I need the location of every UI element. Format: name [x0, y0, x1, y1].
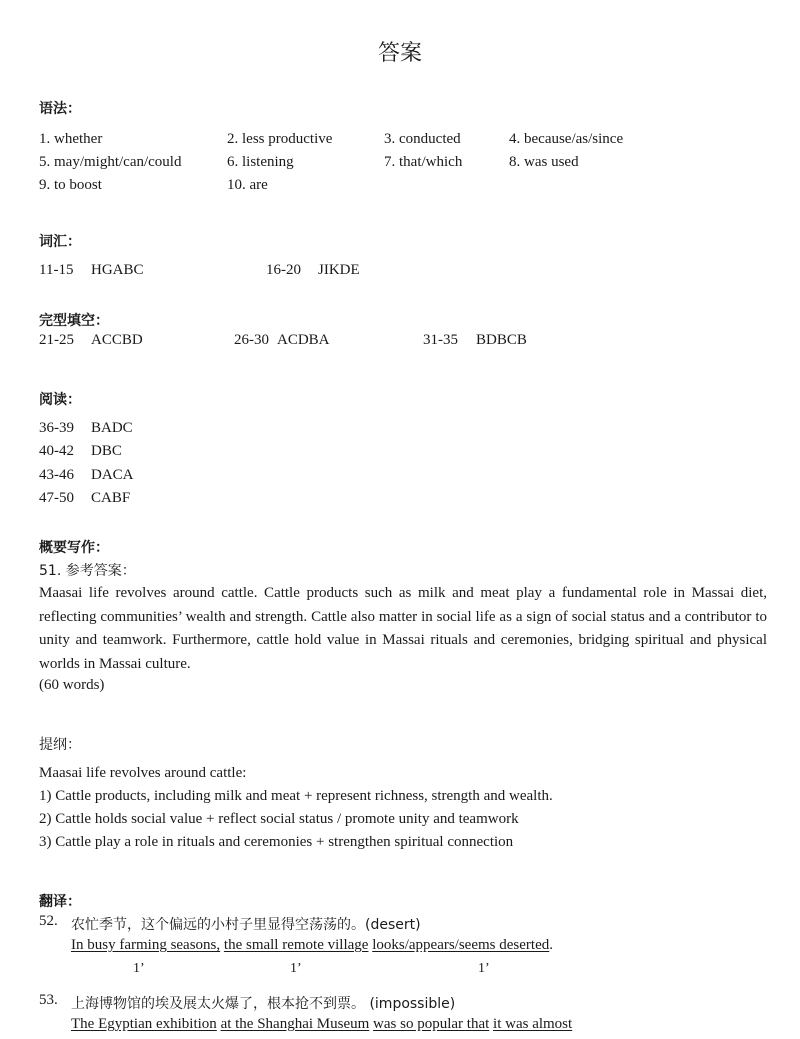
translation-answer — [71, 1016, 572, 1033]
answer-segment: it was almost — [493, 1016, 573, 1032]
answer-range: 16-20 — [266, 262, 301, 278]
answer-letters: BDBCB — [476, 332, 527, 348]
answer-letters: HGABC — [91, 262, 144, 278]
answer-range: 11-15 — [39, 262, 74, 278]
question-prompt: 农忙季节，这个偏远的小村子里显得空荡荡的。(desert) — [71, 917, 421, 933]
answer-letters: ACCBD — [91, 332, 143, 348]
answer-range: 47-50 — [39, 490, 74, 506]
answer-segment: The Egyptian exhibition — [71, 1016, 217, 1032]
translation-heading: 翻译： — [39, 894, 81, 910]
grammar-answer: 2. less productive — [227, 131, 333, 147]
reading-heading: 阅读： — [39, 392, 81, 408]
question-prompt: 上海博物馆的埃及展太火爆了，根本抢不到票。 (impossible) — [71, 996, 456, 1012]
answer-range: 26-30 — [234, 332, 269, 348]
grammar-answer: 4. because/as/since — [509, 131, 624, 147]
answer-letters: JIKDE — [318, 262, 360, 278]
answer-range: 40-42 — [39, 443, 74, 459]
answer-letters: BADC — [91, 420, 133, 436]
answer-segment: at the Shanghai Museum — [220, 1016, 370, 1032]
vocabulary-heading: 词汇： — [39, 234, 81, 250]
translation-answer — [71, 937, 553, 954]
question-number: 53. — [39, 992, 58, 1008]
grammar-answer: 3. conducted — [384, 131, 461, 147]
outline-line: Maasai life revolves around cattle: — [39, 765, 247, 781]
score-mark: 1’ — [478, 961, 490, 976]
summary-label: 51. 参考答案： — [39, 563, 136, 579]
answer-range: 31-35 — [423, 332, 458, 348]
grammar-answer: 7. that/which — [384, 154, 463, 170]
answer-segment: the small remote village — [223, 937, 369, 953]
answer-range: 21-25 — [39, 332, 74, 348]
outline-line: 1) Cattle products, including milk and meat + represent richness, strength and wealth. — [39, 788, 553, 804]
answer-letters: DBC — [91, 443, 122, 459]
summary-heading: 概要写作： — [39, 540, 109, 556]
grammar-answer: 1. whether — [39, 131, 103, 147]
answer-period: . — [549, 937, 553, 953]
grammar-answer: 6. listening — [227, 154, 294, 170]
word-count: (60 words) — [39, 677, 105, 693]
answer-segment: was so popular that — [373, 1016, 490, 1032]
answer-segment: looks/appears/seems deserted — [372, 937, 550, 953]
grammar-answer: 5. may/might/can/could — [39, 154, 182, 170]
answer-range: 36-39 — [39, 420, 74, 436]
answer-letters: CABF — [91, 490, 131, 506]
answer-letters: DACA — [91, 467, 134, 483]
answer-range: 43-46 — [39, 467, 74, 483]
question-number: 52. — [39, 913, 58, 929]
cloze-heading: 完型填空： — [39, 313, 109, 329]
outline-line: 3) Cattle play a role in rituals and ceremonies + strengthen spiritual connection — [39, 834, 514, 850]
grammar-answer: 8. was used — [509, 154, 579, 170]
outline-line: 2) Cattle holds social value + reflect social status / promote unity and teamwork — [39, 811, 519, 827]
page-title: 答案 — [377, 40, 422, 65]
summary-text: Maasai life revolves around cattle. Cattle products such as milk and meat play a fundamental role in Massai diet, reflecting communities’ wealth and strength. Cattle also matter in social life as a sign of social status and a contributor to unity and teamwork. Furthermore, cattle hold value in Massai rituals and ceremonies, bridging spiritual and physical worlds in Massai culture. — [39, 585, 767, 672]
grammar-answer: 10. are — [227, 177, 268, 193]
grammar-heading: 语法： — [39, 101, 81, 117]
score-mark: 1’ — [133, 961, 145, 976]
outline-heading: 提纲： — [39, 737, 81, 753]
grammar-answer: 9. to boost — [39, 177, 102, 193]
score-mark: 1’ — [290, 961, 302, 976]
answer-segment: In busy farming seasons, — [71, 937, 221, 953]
answer-letters: ACDBA — [277, 332, 330, 348]
